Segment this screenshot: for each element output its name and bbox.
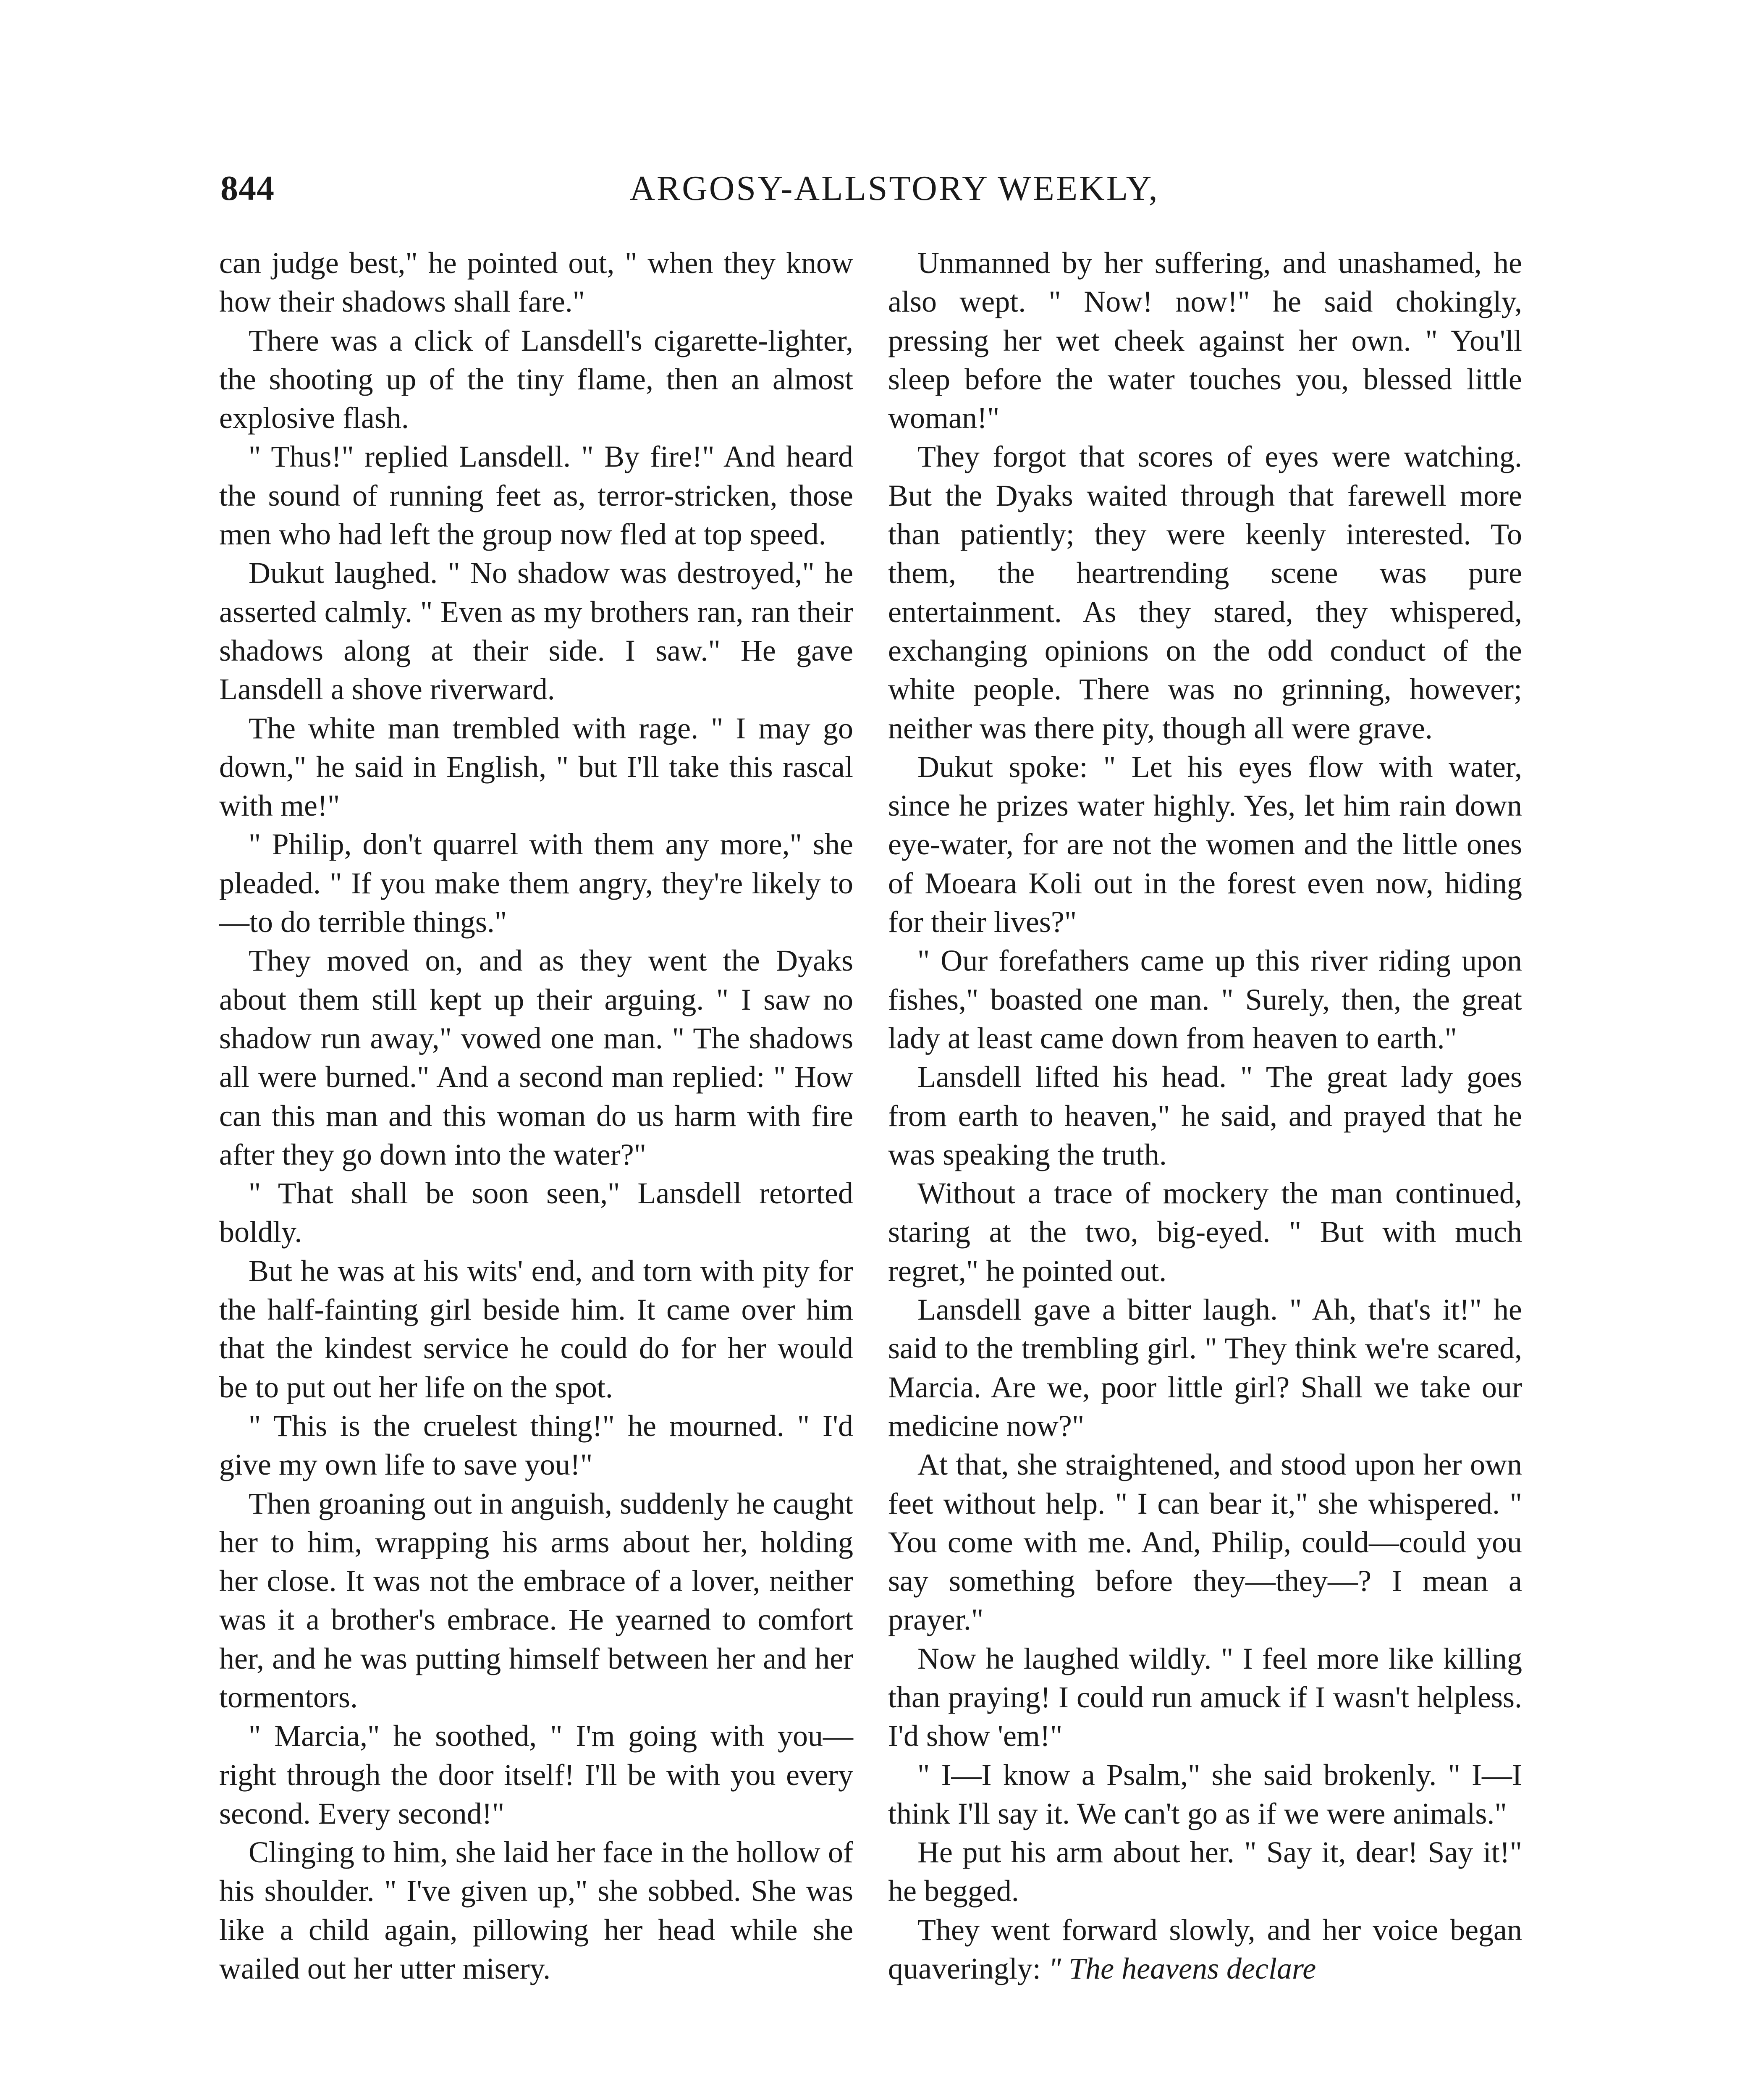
- page-number: 844: [220, 169, 275, 208]
- paragraph: " Philip, don't quarrel with them any more," she pleaded. " If you make them angry, they're likely to—to do terrible things.": [219, 827, 853, 939]
- italic-quote: " The heavens declare: [1048, 1952, 1316, 1986]
- paragraph: Dukut spoke: " Let his eyes flow with water, since he prizes water highly. Yes, let him rain down eye-water, for are not the women and the little ones of Moeara Koli out in the forest even now, hiding for their lives?": [888, 750, 1522, 939]
- paragraph-text: They went forward slowly, and her voice began quaveringly:: [888, 1913, 1522, 1986]
- paragraph: Then groaning out in anguish, suddenly he caught her to him, wrapping his arms about her, holding her close. It was not the embrace of a lover, neither was it a brother's embrace. He yearned to comfort her, and he was putting himself between her and her tormentors.: [219, 1486, 853, 1714]
- paragraph: " Our forefathers came up this river riding upon fishes," boasted one man. " Surely, then, the great lady at least came down from heaven to earth.": [888, 944, 1522, 1055]
- paragraph: " That shall be soon seen," Lansdell retorted boldly.: [219, 1176, 853, 1249]
- paragraph: " I—I know a Psalm," she said brokenly. " I—I think I'll say it. We can't go as if we were animals.": [888, 1758, 1522, 1830]
- paragraph: At that, she straightened, and stood upon her own feet without help. " I can bear it," she whispered. " You come with me. And, Philip, could—could you say something before they—they—? I mean a prayer.": [888, 1448, 1522, 1637]
- left-column: [219, 244, 853, 1988]
- paragraph: Dukut laughed. " No shadow was destroyed," he asserted calmly. " Even as my brothers ran, ran their shadows along at their side. I saw." He gave Lansdell a shove riverward.: [219, 556, 853, 706]
- paragraph: can judge best," he pointed out, " when they know how their shadows shall fare.": [219, 246, 853, 319]
- paragraph: But he was at his wits' end, and torn with pity for the half-fainting girl beside him. It came over him that the kindest service he could do for her would be to put out her life on the spot.: [219, 1254, 853, 1404]
- final-paragraph: [888, 1911, 1522, 1988]
- paragraph: The white man trembled with rage. " I may go down," he said in English, " but I'll take this rascal with me!": [219, 711, 853, 823]
- paragraph: " Marcia," he soothed, " I'm going with you—right through the door itself! I'll be with you every second. Every second!": [219, 1719, 853, 1830]
- running-title: ARGOSY-ALLSTORY WEEKLY,: [629, 169, 1159, 208]
- paragraph: They forgot that scores of eyes were watching. But the Dyaks waited through that farewell more than patiently; they were keenly interested. To them, the heartrending scene was pure entertainment. As they stared, they whispered, exchanging opinions on the odd conduct of the white people. There was no grinning, however; neither was there pity, though all were grave.: [888, 440, 1522, 745]
- paragraph: Now he laughed wildly. " I feel more like killing than praying! I could run amuck if I wasn't helpless. I'd show 'em!": [888, 1641, 1522, 1753]
- paragraph: They moved on, and as they went the Dyaks about them still kept up their arguing. " I saw no shadow run away," vowed one man. " The shadows all were burned." And a second man replied: " How can this man and this woman do us harm with fire after they go down into the water?": [219, 944, 853, 1171]
- paragraph: Unmanned by her suffering, and unashamed, he also wept. " Now! now!" he said chokingly, pressing her wet cheek against her own. " You'll sleep before the water touches you, blessed little woman!": [888, 246, 1522, 435]
- paragraph: Clinging to him, she laid her face in the hollow of his shoulder. " I've given up," she sobbed. She was like a child again, pillowing her head while she wailed out her utter misery.: [219, 1835, 853, 1986]
- paragraph: Without a trace of mockery the man continued, staring at the two, big-eyed. " But with much regret," he pointed out.: [888, 1176, 1522, 1288]
- paragraph: Lansdell lifted his head. " The great lady goes from earth to heaven," he said, and prayed that he was speaking the truth.: [888, 1060, 1522, 1171]
- paragraph: He put his arm about her. " Say it, dear! Say it!" he begged.: [888, 1835, 1522, 1908]
- right-column: [888, 244, 1522, 1988]
- paragraph: " Thus!" replied Lansdell. " By fire!" And heard the sound of running feet as, terror-stricken, those men who had left the group now fled at top speed.: [219, 440, 853, 551]
- paragraph: " This is the cruelest thing!" he mourned. " I'd give my own life to save you!": [219, 1409, 853, 1482]
- paragraph: There was a click of Lansdell's cigarette-lighter, the shooting up of the tiny flame, then an almost explosive flash.: [219, 323, 853, 435]
- paragraph: Lansdell gave a bitter laugh. " Ah, that's it!" he said to the trembling girl. " They think we're scared, Marcia. Are we, poor little girl? Shall we take our medicine now?": [888, 1293, 1522, 1443]
